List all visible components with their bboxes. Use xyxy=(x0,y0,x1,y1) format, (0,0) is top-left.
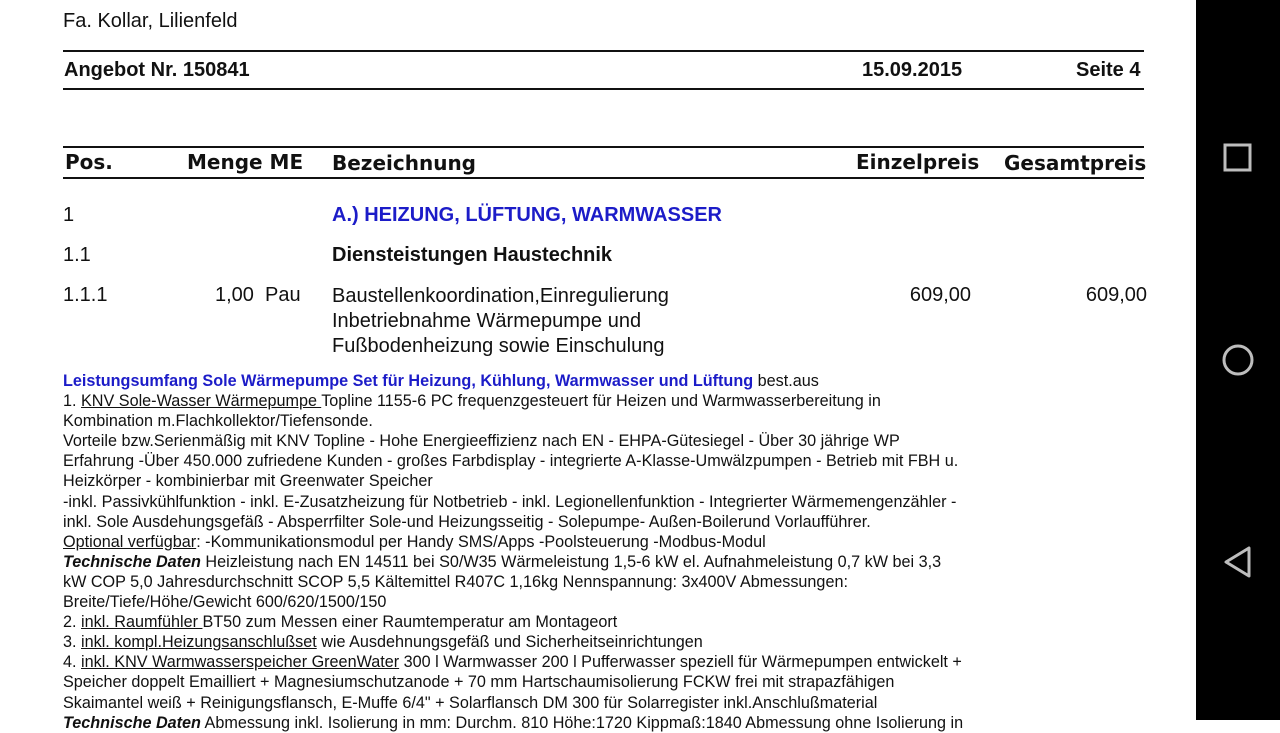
body-line-17: Skaimantel weiß + Reinigungsflansch, E-Muffe 6/4" + Solarflansch DM 300 für Solarregister inkl.Anschlußmaterial xyxy=(63,693,878,712)
table-head-bottom-rule xyxy=(63,177,1144,179)
body-line-7: -inkl. Passivkühlfunktion - inkl. E-Zusatzheizung für Notbetrieb - inkl. Legionellenfunktion - Integrierter Wärmemengenzähler - xyxy=(63,492,957,511)
col-gesamtpreis: Gesamtpreis xyxy=(1004,151,1147,175)
body-line-12: Breite/Tiefe/Höhe/Gewicht 600/620/1500/150 xyxy=(63,593,387,612)
col-bezeichnung: Bezeichnung xyxy=(332,151,476,175)
col-menge: Menge ME xyxy=(187,150,304,174)
body-line-4: Vorteile bzw.Serienmäßig mit KNV Topline - Hohe Energieeffizienz nach EN - EHPA-Gütesiegel - Über 30 jährige WP xyxy=(63,432,900,451)
body-line-8: inkl. Sole Ausdehungsgefäß - Absperrfilter Sole-und Heizungsseitig - Solepumpe- Außen-Boilerund Vorlaufführer. xyxy=(63,512,871,531)
table-head-top-rule xyxy=(63,146,1144,148)
body-line-16: Speicher doppelt Emailliert + Magnesiumschutzanode + 70 mm Hartschaumisolierung FCKW frei mit strapazfähigen xyxy=(63,673,895,692)
description-body xyxy=(63,371,1063,733)
line-unit-price: 609,00 xyxy=(909,284,971,306)
line-desc-1: Baustellenkoordination,Einregulierung xyxy=(332,285,669,307)
body-line-15: 4. inkl. KNV Warmwasserspeicher GreenWater 300 l Warmwasser 200 l Pufferwasser speziell für Wärmepumpen entwickelt + xyxy=(63,653,962,672)
body-line-18: Technische Daten Abmessung inkl. Isolierung in mm: Durchm. 810 Höhe:1720 Kippmaß:1840 Abmessung ohne Isolierung in xyxy=(63,713,964,732)
body-line-10: Technische Daten Heizleistung nach EN 14511 bei S0/W35 Wärmeleistung 1,5-6 kW el. Aufnahmeleistung 0,7 kW bei 3,3 xyxy=(63,552,942,571)
home-button[interactable] xyxy=(1196,318,1280,402)
body-line-6: Heizkörper - kombinierbar mit Greenwater Speicher xyxy=(63,472,433,491)
android-navigation-bar xyxy=(1196,0,1280,720)
section-pos: 1 xyxy=(63,204,75,226)
body-line-14: 3. inkl. kompl.Heizungsanschlußset wie Ausdehnungsgefäß und Sicherheitseinrichtungen xyxy=(63,633,703,652)
back-button[interactable] xyxy=(1196,520,1280,604)
body-line-2: 1. KNV Sole-Wasser Wärmepumpe Topline 1155-6 PC frequenzgesteuert für Heizen und Warmwasserbereitung in xyxy=(63,392,881,411)
header-top-rule xyxy=(63,50,1144,52)
line-quantity: 1,00 xyxy=(215,284,254,306)
body-line-9: Optional verfügbar: -Kommunikationsmodul per Handy SMS/Apps -Poolsteuerung -Modbus-Modul xyxy=(63,532,766,551)
line-desc-2: Inbetriebnahme Wärmepumpe und xyxy=(332,310,642,332)
line-unit: Pau xyxy=(265,284,301,306)
home-circle-icon xyxy=(1216,338,1260,382)
col-einzelpreis: Einzelpreis xyxy=(856,150,980,174)
body-line-11: kW COP 5,0 Jahresdurchschnitt SCOP 5,5 Kältemittel R407C 1,16kg Nennspannung: 3x400V Abmessungen: xyxy=(63,572,848,591)
recents-square-icon xyxy=(1216,136,1260,180)
subsection-pos: 1.1 xyxy=(63,244,91,266)
recents-button[interactable] xyxy=(1196,116,1280,200)
line-description xyxy=(332,284,669,359)
scope-heading: Leistungsumfang Sole Wärmepumpe Set für Heizung, Kühlung, Warmwasser und Lüftung xyxy=(63,372,754,390)
offer-number: Angebot Nr. 150841 xyxy=(64,59,250,81)
body-line-13: 2. inkl. Raumfühler BT50 zum Messen einer Raumtemperatur am Montageort xyxy=(63,613,618,632)
back-triangle-icon xyxy=(1216,540,1260,584)
col-pos: Pos. xyxy=(65,150,113,174)
header-bottom-rule xyxy=(63,88,1144,90)
section-title: A.) HEIZUNG, LÜFTUNG, WARMWASSER xyxy=(332,204,722,226)
line-desc-3: Fußbodenheizung sowie Einschulung xyxy=(332,335,665,357)
company-name: Fa. Kollar, Lilienfeld xyxy=(63,10,238,32)
line-total-price: 609,00 xyxy=(1085,284,1147,306)
body-line-1: Leistungsumfang Sole Wärmepumpe Set für Heizung, Kühlung, Warmwasser und Lüftung best.aus xyxy=(63,372,819,390)
body-line-5: Erfahrung -Über 450.000 zufriedene Kunden - großes Farbdisplay - integrierte A-Klasse-Umwälzpumpen - Betrieb mit FBH u. xyxy=(63,452,959,471)
line-pos: 1.1.1 xyxy=(63,284,108,306)
subsection-title: Diensteistungen Haustechnik xyxy=(332,244,613,266)
body-line-3: Kombination m.Flachkollektor/Tiefensonde. xyxy=(63,412,373,431)
offer-date: 15.09.2015 xyxy=(862,59,963,81)
page-number: Seite 4 xyxy=(1076,59,1141,81)
